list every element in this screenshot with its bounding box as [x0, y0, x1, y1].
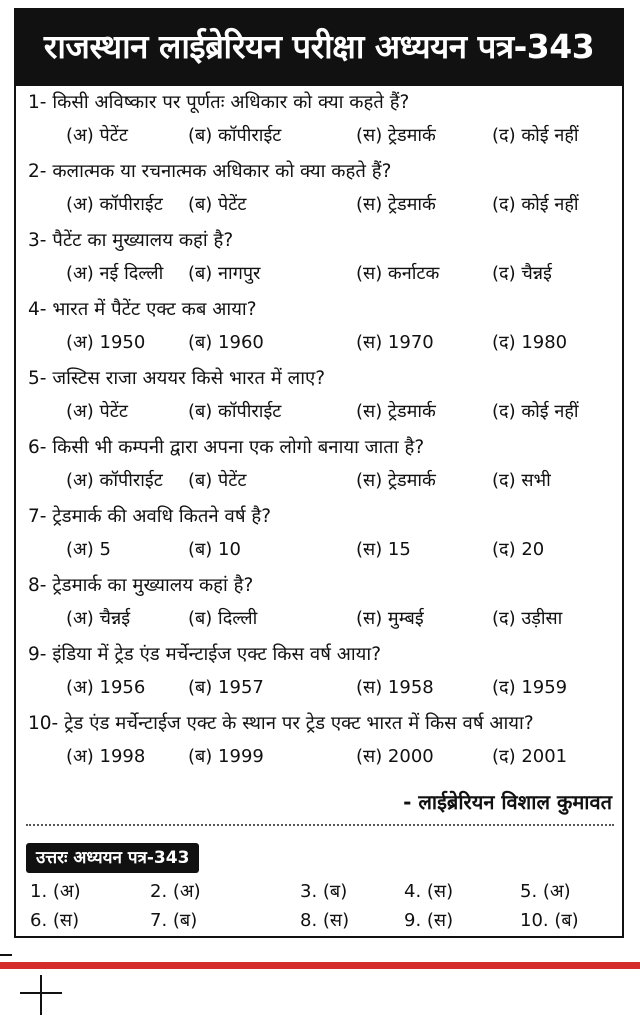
- question-6-option-1: (अ) कॉपीराईट: [66, 470, 163, 491]
- question-5-option-1: (अ) पेटेंट: [66, 401, 128, 422]
- question-9-option-4: (द) 1959: [492, 677, 568, 698]
- question-text: ट्रेडमार्क का मुख्यालय कहां है?: [52, 575, 254, 596]
- question-1: [28, 88, 409, 118]
- question-2-option-2: (ब) पेटेंट: [188, 194, 247, 215]
- question-number: 1-: [28, 92, 47, 113]
- question-text: पैटेंट का मुख्यालय कहां है?: [52, 230, 234, 251]
- question-6: [28, 433, 424, 463]
- question-3-option-1: (अ) नई दिल्ली: [66, 263, 164, 284]
- answer-7: 7. (ब): [150, 910, 198, 931]
- answer-2: 2. (अ): [150, 881, 201, 902]
- question-text: इंडिया में ट्रेड एंड मर्चेन्टाईज एक्ट किस वर्ष आया?: [52, 644, 382, 665]
- red-rule: [0, 962, 640, 969]
- question-4-option-3: (स) 1970: [356, 332, 434, 353]
- answers-heading: उत्तरः अध्ययन पत्र-343: [26, 843, 199, 873]
- question-6-option-4: (द) सभी: [492, 470, 551, 491]
- question-2-option-4: (द) कोई नहीं: [492, 194, 579, 215]
- question-10-option-2: (ब) 1999: [188, 746, 264, 767]
- question-number: 10-: [28, 713, 59, 734]
- dotted-divider: [26, 824, 614, 826]
- question-4: [28, 295, 257, 325]
- question-7-option-2: (ब) 10: [188, 539, 241, 560]
- question-3-option-2: (ब) नागपुर: [188, 263, 261, 284]
- question-text: जस्टिस राजा अययर किसे भारत में लाए?: [52, 368, 326, 389]
- question-number: 7-: [28, 506, 47, 527]
- question-1-option-4: (द) कोई नहीं: [492, 125, 579, 146]
- page-title: राजस्थान लाईब्रेरियन परीक्षा अध्ययन पत्र-343: [14, 8, 624, 86]
- question-text: किसी अविष्कार पर पूर्णतः अधिकार को क्या कहते हैं?: [52, 92, 410, 113]
- answer-5: 5. (अ): [520, 881, 571, 902]
- question-5: [28, 364, 325, 394]
- question-5-option-4: (द) कोई नहीं: [492, 401, 579, 422]
- answer-6: 6. (स): [30, 910, 80, 931]
- question-5-option-3: (स) ट्रेडमार्क: [356, 401, 436, 422]
- question-text: ट्रेडमार्क की अवधि कितने वर्ष है?: [52, 506, 272, 527]
- question-text: ट्रेड एंड मर्चेन्टाईज एक्ट के स्थान पर ट्रेड एक्ट भारत में किस वर्ष आया?: [64, 713, 534, 734]
- question-9-option-1: (अ) 1956: [66, 677, 146, 698]
- question-6-option-3: (स) ट्रेडमार्क: [356, 470, 436, 491]
- question-10-option-1: (अ) 1998: [66, 746, 146, 767]
- question-number: 3-: [28, 230, 47, 251]
- question-1-option-3: (स) ट्रेडमार्क: [356, 125, 436, 146]
- question-4-option-1: (अ) 1950: [66, 332, 146, 353]
- question-7-option-4: (द) 20: [492, 539, 545, 560]
- answer-4: 4. (स): [404, 881, 454, 902]
- question-number: 2-: [28, 161, 47, 182]
- answer-3: 3. (ब): [300, 881, 348, 902]
- question-2: [28, 157, 391, 187]
- question-5-option-2: (ब) कॉपीराईट: [188, 401, 282, 422]
- answer-8: 8. (स): [300, 910, 350, 931]
- question-8-option-1: (अ) चैन्नई: [66, 608, 131, 629]
- question-8-option-3: (स) मुम्बई: [356, 608, 424, 629]
- answer-9: 9. (स): [404, 910, 454, 931]
- question-3-option-4: (द) चैन्नई: [492, 263, 552, 284]
- question-3-option-3: (स) कर्नाटक: [356, 263, 440, 284]
- margin-tick: [0, 954, 12, 956]
- question-8-option-4: (द) उड़ीसा: [492, 608, 563, 629]
- question-7-option-1: (अ) 5: [66, 539, 111, 560]
- question-9: [28, 640, 381, 670]
- question-6-option-2: (ब) पेटेंट: [188, 470, 247, 491]
- question-number: 9-: [28, 644, 47, 665]
- question-1-option-1: (अ) पेटेंट: [66, 125, 128, 146]
- question-8-option-2: (ब) दिल्ली: [188, 608, 258, 629]
- question-2-option-1: (अ) कॉपीराईट: [66, 194, 163, 215]
- question-10-option-3: (स) 2000: [356, 746, 434, 767]
- question-text: भारत में पैटेंट एक्ट कब आया?: [52, 299, 257, 320]
- question-1-option-2: (ब) कॉपीराईट: [188, 125, 282, 146]
- question-7-option-3: (स) 15: [356, 539, 411, 560]
- question-8: [28, 571, 253, 601]
- question-number: 8-: [28, 575, 47, 596]
- author-signature: - लाईब्रेरियन विशाल कुमावत: [403, 790, 612, 814]
- question-2-option-3: (स) ट्रेडमार्क: [356, 194, 436, 215]
- crop-mark-vertical: [40, 975, 42, 1015]
- question-9-option-2: (ब) 1957: [188, 677, 264, 698]
- question-7: [28, 502, 271, 532]
- question-9-option-3: (स) 1958: [356, 677, 434, 698]
- question-3: [28, 226, 233, 256]
- question-number: 4-: [28, 299, 47, 320]
- answer-1: 1. (अ): [30, 881, 81, 902]
- question-10: [28, 709, 534, 739]
- question-number: 6-: [28, 437, 47, 458]
- question-4-option-4: (द) 1980: [492, 332, 568, 353]
- question-4-option-2: (ब) 1960: [188, 332, 264, 353]
- question-10-option-4: (द) 2001: [492, 746, 568, 767]
- question-text: कलात्मक या रचनात्मक अधिकार को क्या कहते हैं?: [52, 161, 392, 182]
- question-text: किसी भी कम्पनी द्वारा अपना एक लोगो बनाया जाता है?: [52, 437, 425, 458]
- answer-10: 10. (ब): [520, 910, 579, 931]
- question-number: 5-: [28, 368, 47, 389]
